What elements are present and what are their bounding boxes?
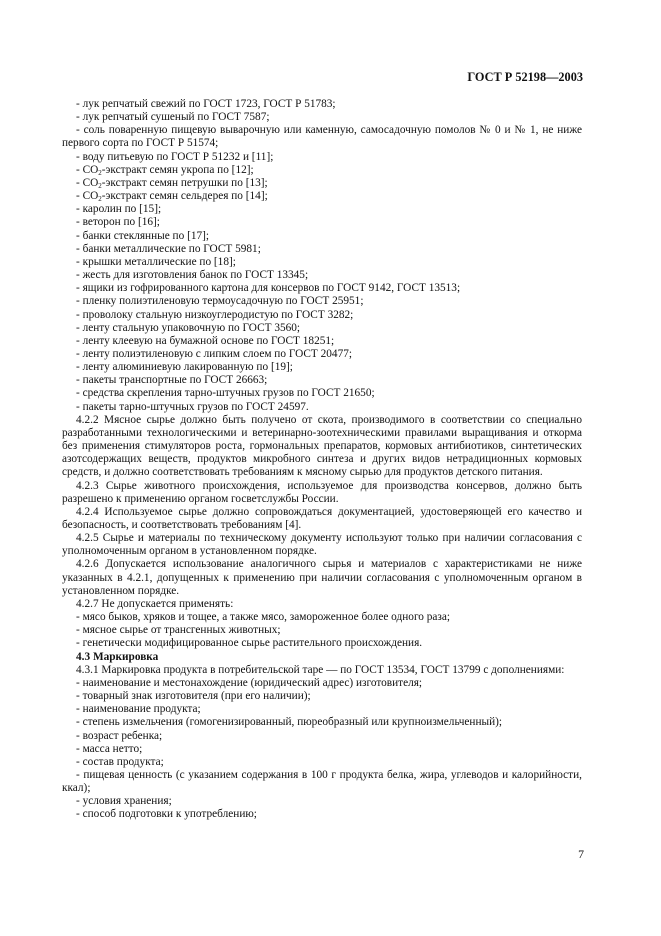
list-item: - банки стеклянные по [17]; [76, 229, 210, 242]
list-item: - мясное сырье от трансгенных животных; [76, 624, 281, 637]
list-item: - соль поваренную пищевую выварочную или каменную, самосадочную помолов № 0 и № 1, не ниже первого сорта по ГОСТ Р 51574; [62, 124, 582, 150]
list-item: - товарный знак изготовителя (при его наличии); [76, 690, 311, 703]
list-item: - средства скрепления тарно-штучных грузов по ГОСТ 21650; [76, 387, 375, 400]
list-item: - генетически модифицированное сырье растительного происхождения. [76, 637, 423, 650]
list-item: - ленту стальную упаковочную по ГОСТ 3560; [76, 321, 301, 334]
page-number: 7 [578, 847, 584, 861]
list-item: - пакеты тарно-штучных грузов по ГОСТ 24597. [76, 400, 309, 413]
page-content [62, 98, 582, 822]
list-item: - лук репчатый свежий по ГОСТ 1723, ГОСТ Р 51783; [76, 98, 336, 110]
list-item: - пакеты транспортные по ГОСТ 26663; [76, 374, 268, 387]
paragraph-4-2-5: 4.2.5 Сырье и материалы по техническому документу используют только при наличии согласования с уполномоченным органом в установленном порядке. [62, 532, 582, 558]
list-item: - пищевая ценность (с указанием содержания в 100 г продукта белка, жира, углеводов и калорийности, ккал); [62, 768, 582, 795]
list-item: - веторон по [16]; [76, 216, 160, 229]
list-item: - наименование и местонахождение (юридический адрес) изготовителя; [76, 676, 423, 689]
list-item-co2-celery: - $CO_2$-экстракт семян сельдерея по [14]; [76, 190, 268, 204]
list-item: - ленту алюминиевую лакированную по [19]; [76, 361, 293, 374]
paragraph-4-2-6: 4.2.6 Допускается использование аналогичного сырья и материалов с характеристиками не ниже указанных в 4.2.1, допущенных к применению при наличии согласования с уполномоченным органом в установленном порядке. [62, 558, 582, 597]
list-item: - масса нетто; [76, 742, 143, 755]
list-item: - жесть для изготовления банок по ГОСТ 13345; [76, 269, 309, 282]
list-item: - способ подготовки к употреблению; [76, 808, 257, 821]
list-item: - проволоку стальную низкоуглеродистую по ГОСТ 3282; [76, 308, 354, 321]
paragraph-4-2-4: 4.2.4 Используемое сырье должно сопровождаться документацией, удостоверяющей его качество и безопасность, и соответствовать требованиям [4]. [62, 505, 582, 531]
list-item: - условия хранения; [76, 795, 172, 808]
paragraph-4-2-2: 4.2.2 Мясное сырье должно быть получено от скота, производимого в соответствии со специально разработанными технологическими и ветеринарно-зоотехническими правилами выращивания и откорма без применения стимуляторов роста, гормональных препаратов, кормовых антибиотиков, синтетических азотсодержащих веществ, продуктов микробного синтеза и других видов нетрадиционных кормовых средств, и должно соответствовать требованиям к мясному сырью для продуктов детского питания. [62, 413, 582, 479]
list-item: - ленту клеевую на бумажной основе по ГОСТ 18251; [76, 334, 335, 347]
list-item: - воду питьевую по ГОСТ Р 51232 и [11]; [76, 150, 274, 163]
list-item: - пленку полиэтиленовую термоусадочную по ГОСТ 25951; [76, 295, 364, 308]
list-item: - каролин по [15]; [76, 203, 162, 216]
list-item: - ящики из гофрированного картона для консервов по ГОСТ 9142, ГОСТ 13513; [76, 282, 461, 295]
section-heading-4-3: 4.3 Маркировка [76, 650, 159, 663]
paragraph-4-2-3: 4.2.3 Сырье животного происхождения, используемое для производства консервов, должно быть разрешено к применению органом госветслужбы России. [62, 479, 582, 505]
list-item: - состав продукта; [76, 755, 164, 768]
list-item: - мясо быков, хряков и тощее, а также мясо, замороженное более одного раза; [76, 611, 451, 624]
list-item: - ленту полиэтиленовую с липким слоем по ГОСТ 20477; [76, 347, 353, 360]
list-item-co2-dill: - $CO_2$-экстракт семян укропа по [12]; [76, 163, 254, 177]
list-item: - возраст ребенка; [76, 729, 163, 742]
list-item-co2-parsley: - $CO_2$-экстракт семян петрушки по [13]; [76, 176, 268, 190]
list-item: - степень измельчения (гомогенизированный, пюреобразный или крупноизмельченный); [76, 716, 503, 729]
list-item: - наименование продукта; [76, 703, 201, 716]
list-item: - банки металлические по ГОСТ 5981; [76, 242, 261, 255]
document-code-header: ГОСТ Р 52198—2003 [467, 70, 583, 84]
list-item: - крышки металлические по [18]; [76, 255, 236, 268]
paragraph-4-2-7: 4.2.7 Не допускается применять: [76, 597, 234, 610]
list-item: - лук репчатый сушеный по ГОСТ 7587; [76, 111, 270, 124]
paragraph-4-3-1: 4.3.1 Маркировка продукта в потребительской таре — по ГОСТ 13534, ГОСТ 13799 с дополнениями: [76, 663, 565, 676]
